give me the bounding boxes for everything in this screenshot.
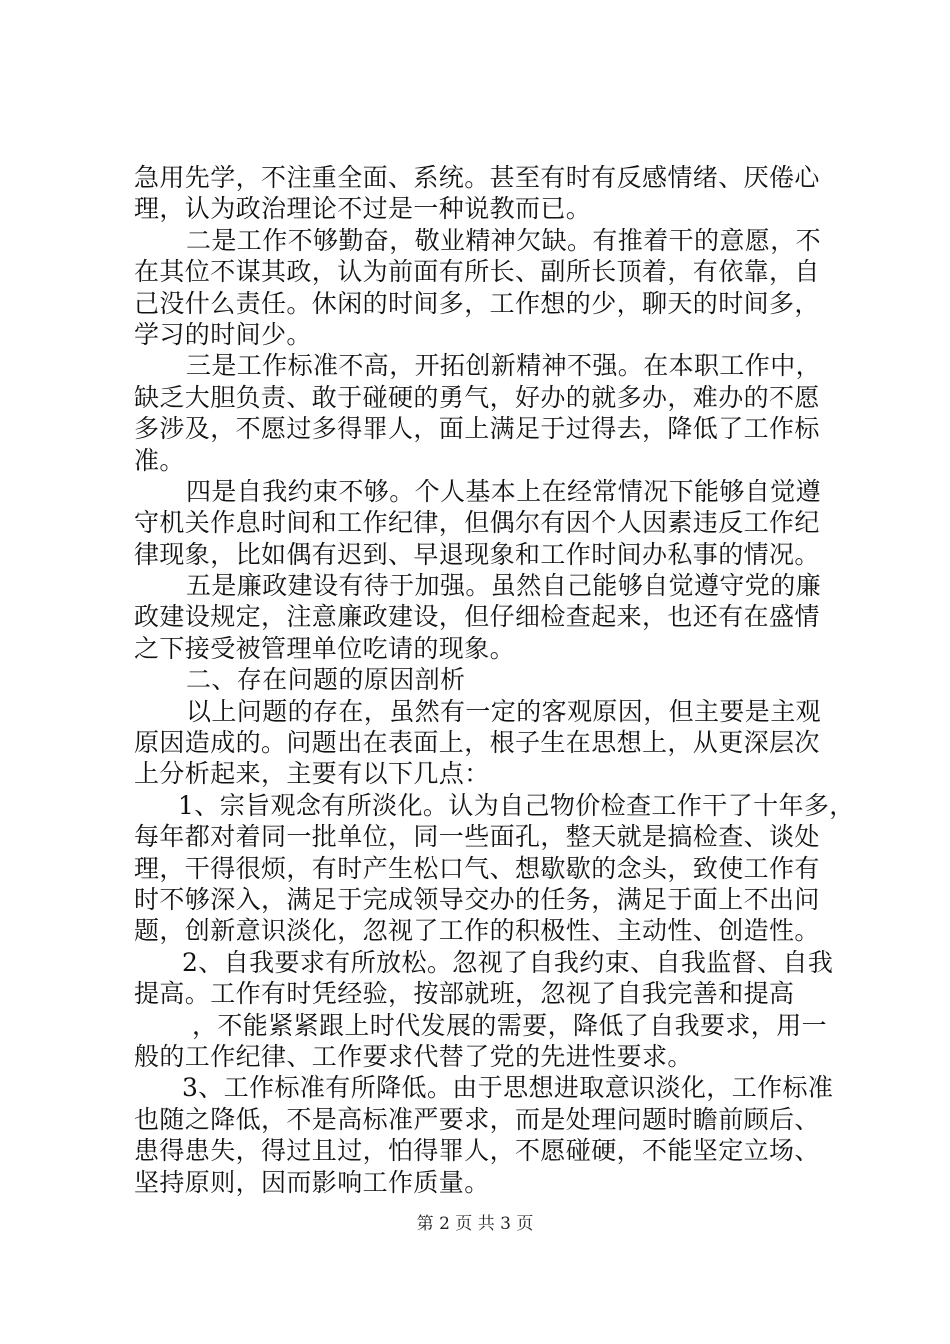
text-line: 准。	[134, 445, 185, 475]
text-line: 多涉及，不愿过多得罪人，面上满足于过得去，降低了工作标	[134, 414, 820, 444]
text-line: 二是工作不够勤奋，敬业精神欠缺。有推着干的意愿，不	[186, 225, 822, 255]
text-line: 守机关作息时间和工作纪律，但偶尔有因个人因素违反工作纪	[134, 508, 820, 538]
text-line: 缺乏大胆负责、敢于碰硬的勇气，好办的就多办，难办的不愿	[134, 382, 820, 412]
text-line: 在其位不谋其政，认为前面有所长、副所长顶着，有依靠，自	[134, 257, 820, 287]
text-line: 2、自我要求有所放松。忽视了自我约束、自我监督、自我	[182, 947, 834, 977]
text-line: 坚持原则，因而影响工作质量。	[134, 1167, 490, 1197]
page-number-footer: 第 2 页 共 3 页	[416, 1214, 534, 1234]
text-line: 五是廉政建设有待于加强。虽然自己能够自觉遵守党的廉	[186, 571, 822, 601]
text-line: 每年都对着同一批单位，同一些面孔，整天就是搞检查、谈处	[134, 822, 820, 852]
text-line: 己没什么责任。休闲的时间多，工作想的少，聊天的时间多，	[134, 288, 820, 318]
text-line: 上分析起来，主要有以下几点：	[134, 759, 490, 789]
text-line: 急用先学，不注重全面、系统。甚至有时有反感情绪、厌倦心	[134, 163, 820, 192]
text-line: 之下接受被管理单位吃请的现象。	[134, 633, 516, 663]
text-line: 四是自我约束不够。个人基本上在经常情况下能够自觉遵	[186, 476, 822, 506]
text-line: 时不够深入，满足于完成领导交办的任务，满足于面上不出问	[134, 884, 820, 914]
text-line: 1、宗旨观念有所淡化。认为自己物价检查工作干了十年多，	[178, 790, 855, 820]
text-line: 原因造成的。问题出在表面上，根子生在思想上，从更深层次	[134, 728, 820, 758]
text-line: 患得患失，得过且过，怕得罪人，不愿碰硬，不能坚定立场、	[134, 1136, 820, 1166]
text-line: 3、工作标准有所降低。由于思想进取意识淡化，工作标准	[182, 1073, 834, 1103]
document-body	[134, 162, 855, 1198]
text-line: 理，干得很烦，有时产生松口气、想歇歇的念头，致使工作有	[134, 853, 820, 883]
text-line: 理，认为政治理论不过是一种说教而已。	[134, 194, 592, 224]
text-line: 三是工作标准不高，开拓创新精神不强。在本职工作中，	[186, 351, 822, 381]
text-line: 题，创新意识淡化，忽视了工作的积极性、主动性、创造性。	[134, 916, 820, 946]
text-line: 般的工作纪律、工作要求代替了党的先进性要求。	[134, 1041, 693, 1071]
section-heading: 二、存在问题的原因剖析	[186, 665, 466, 695]
text-line: 提高。工作有时凭经验，按部就班，忽视了自我完善和提高	[134, 979, 795, 1009]
text-line: ，不能紧紧跟上时代发展的需要，降低了自我要求，用一	[192, 1010, 828, 1040]
text-line: 政建设规定，注意廉政建设，但仔细检查起来，也还有在盛情	[134, 602, 820, 632]
text-line: 也随之降低，不是高标准严要求，而是处理问题时瞻前顾后、	[134, 1104, 820, 1134]
text-line: 学习的时间少。	[134, 319, 312, 349]
text-line: 以上问题的存在，虽然有一定的客观原因，但主要是主观	[186, 696, 822, 726]
text-line: 律现象，比如偶有迟到、早退现象和工作时间办私事的情况。	[134, 539, 820, 569]
